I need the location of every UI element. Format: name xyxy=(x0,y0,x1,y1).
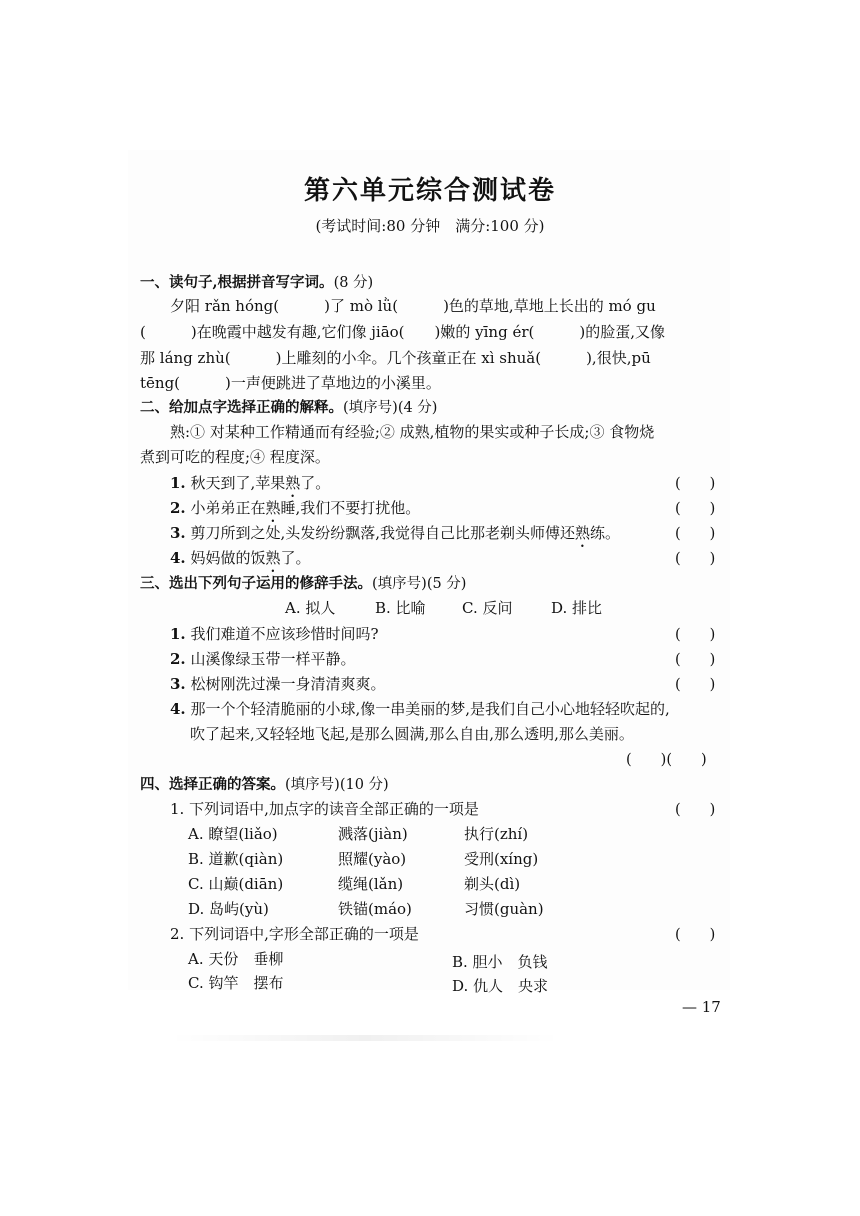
question-2-stem: 2. 下列词语中,字形全部正确的一项是 xyxy=(170,925,419,943)
q1-option-d-word-3: 习惯(guàn) xyxy=(464,900,544,918)
answer-blank[interactable]: ( ) xyxy=(675,652,716,668)
q2-option-b: B. 胆小 负钱 xyxy=(452,953,548,971)
option-c: C. 反问 xyxy=(462,599,513,617)
answer-blank[interactable]: ( ) xyxy=(675,927,716,943)
q1-option-b-word-2: 照耀(yào) xyxy=(338,850,407,868)
section3-item-3: 3. 松树刚洗过澡一身清清爽爽。 xyxy=(170,675,386,693)
q1-option-c-word-2: 缆绳(lǎn) xyxy=(338,875,404,893)
section2-item-4: 4. 妈妈做的饭熟了。 xyxy=(170,549,311,567)
exam-info: (考试时间:80 分钟 满分:100 分) xyxy=(315,217,545,235)
q1-option-c-word-1: C. 山巅(diān) xyxy=(188,875,284,893)
definition-line-1: 熟:① 对某种工作精通而有经验;② 成熟,植物的果实或种子长成;③ 食物烧 xyxy=(140,423,655,441)
section2-item-2: 2. 小弟弟正在熟睡,我们不要打扰他。 xyxy=(170,499,421,517)
q1-option-b-word-3: 受刑(xíng) xyxy=(464,850,539,868)
q1-option-d-word-1: D. 岛屿(yù) xyxy=(188,900,269,918)
dotted-char: 熟 xyxy=(285,474,301,492)
section2-item-3: 3. 剪刀所到之处,头发纷纷飘落,我觉得自己比那老剃头师傅还熟练。 xyxy=(170,524,621,542)
answer-blank[interactable]: ( ) xyxy=(675,551,716,567)
q1-option-a-word-2: 溅落(jiàn) xyxy=(338,825,408,843)
section1-line-2: ( )在晚霞中越发有趣,它们像 jiāo( )嫩的 yīng ér( )的脸蛋,又像 xyxy=(140,323,665,341)
q2-option-c: C. 钩竿 摆布 xyxy=(188,974,284,992)
q1-option-c-word-3: 剃头(dì) xyxy=(464,875,521,893)
answer-blank-pair[interactable]: ( )( ) xyxy=(626,752,707,768)
section1-line-4: tēng( )一声便跳进了草地边的小溪里。 xyxy=(140,374,441,392)
section3-item-4-line-2: 吹了起来,又轻轻地飞起,是那么圆满,那么自由,那么透明,那么美丽。 xyxy=(190,725,634,743)
answer-blank[interactable]: ( ) xyxy=(675,476,716,492)
answer-blank[interactable]: ( ) xyxy=(675,526,716,542)
answer-blank[interactable]: ( ) xyxy=(675,677,716,693)
section3-item-1: 1. 我们难道不应该珍惜时间吗? xyxy=(170,625,379,643)
section1-line-1: 夕阳 rǎn hóng( )了 mò lǜ( )色的草地,草地上长出的 mó gu xyxy=(140,297,656,315)
section4-heading: 四、选择正确的答案。(填序号)(10 分) xyxy=(140,776,389,793)
answer-blank[interactable]: ( ) xyxy=(675,501,716,517)
page-number: — 17 xyxy=(682,998,721,1016)
section3-heading: 三、选出下列句子运用的修辞手法。(填序号)(5 分) xyxy=(140,575,467,592)
q1-option-a-word-1: A. 瞭望(liǎo) xyxy=(188,825,278,843)
option-b: B. 比喻 xyxy=(375,599,426,617)
option-a: A. 拟人 xyxy=(285,599,336,617)
section2-heading: 二、给加点字选择正确的解释。(填序号)(4 分) xyxy=(140,399,438,416)
section3-item-4-line-1: 4. 那一个个轻清脆丽的小球,像一串美丽的梦,是我们自己小心地轻轻吹起的, xyxy=(170,700,670,718)
page-title: 第六单元综合测试卷 xyxy=(303,176,556,206)
q2-option-a: A. 天份 垂柳 xyxy=(188,950,284,968)
section3-item-2: 2. 山溪像绿玉带一样平静。 xyxy=(170,650,356,668)
section1-heading: 一、读句子,根据拼音写字词。(8 分) xyxy=(140,274,374,291)
answer-blank[interactable]: ( ) xyxy=(675,802,716,818)
q1-option-d-word-2: 铁锚(máo) xyxy=(338,900,412,918)
dotted-char: 熟 xyxy=(265,549,281,567)
q1-option-a-word-3: 执行(zhí) xyxy=(464,825,529,843)
question-1-stem: 1. 下列词语中,加点字的读音全部正确的一项是 xyxy=(170,800,479,818)
option-d: D. 排比 xyxy=(551,599,603,617)
scan-shadow xyxy=(170,1035,560,1041)
q2-option-d: D. 仇人 央求 xyxy=(452,977,549,995)
section2-item-1: 1. 秋天到了,苹果熟了。 xyxy=(170,474,331,492)
dotted-char: 熟 xyxy=(265,499,281,517)
definition-line-2: 煮到可吃的程度;④ 程度深。 xyxy=(140,448,330,466)
section1-line-3: 那 láng zhù( )上雕刻的小伞。几个孩童正在 xì shuǎ( ),很快,pū xyxy=(140,349,651,367)
answer-blank[interactable]: ( ) xyxy=(675,627,716,643)
q1-option-b-word-1: B. 道歉(qiàn) xyxy=(188,850,284,868)
dotted-char: 熟 xyxy=(575,524,591,542)
